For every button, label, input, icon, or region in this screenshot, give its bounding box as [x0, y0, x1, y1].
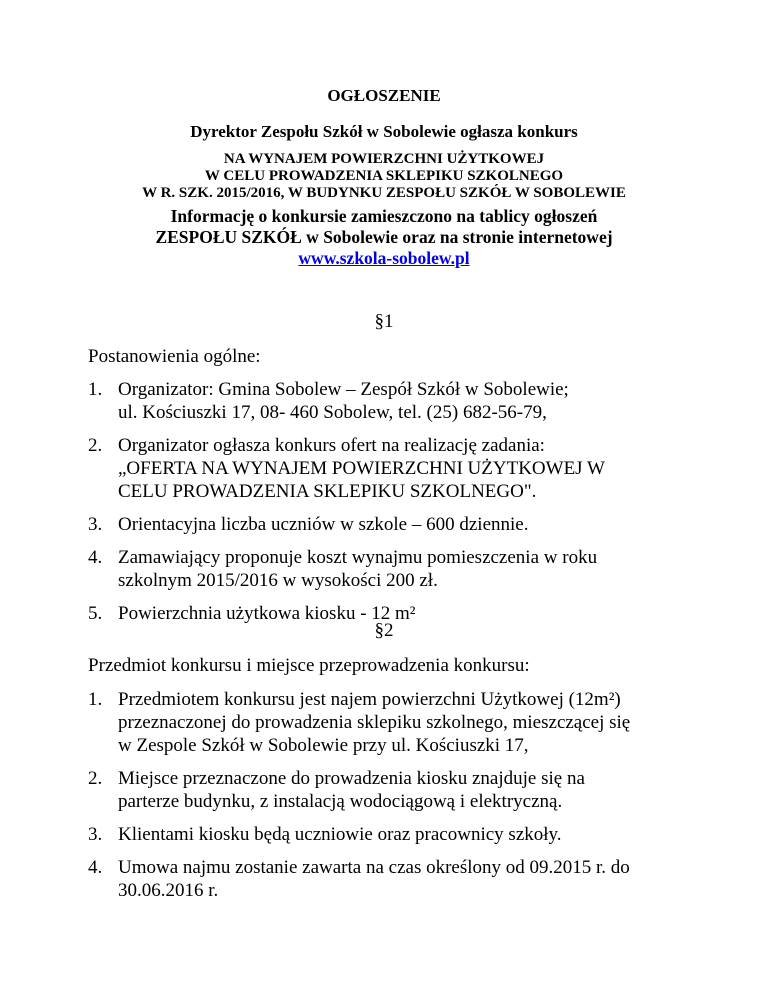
info-line: ZESPOŁU SZKÓŁ w Sobolewie oraz na stronie internetowej	[155, 227, 613, 247]
list-item-text: parterze budynku, z instalacją wodociągową i elektryczną.	[118, 791, 563, 812]
list-item-text: Orientacyjna liczba uczniów w szkole – 600 dziennie.	[118, 514, 529, 535]
announcement-subtitle: Dyrektor Zespołu Szkół w Sobolewie ogłasza konkurs	[190, 122, 578, 141]
list-item-text: Przedmiotem konkursu jest najem powierzchni Użytkowej (12m²)	[118, 689, 621, 710]
topic-line: W CELU PROWADZENIA SKLEPIKU SZKOLNEGO	[204, 168, 564, 184]
list-item-number: 2.	[88, 435, 103, 456]
section-1-mark: §1	[374, 311, 394, 332]
list-item	[88, 546, 688, 592]
contest-topic	[0, 151, 768, 202]
list-item-number: 2.	[88, 768, 103, 789]
list-item-number: 4.	[88, 547, 103, 568]
section-2-mark: §2	[374, 620, 394, 641]
list-item-text: przeznaczonej do prowadzenia sklepiku szkolnego, mieszczącej się	[118, 712, 631, 733]
list-item-number: 1.	[88, 379, 103, 400]
section-1-list	[88, 378, 688, 635]
list-item-text: 30.06.2016 r.	[118, 880, 219, 901]
list-item-text: Organizator ogłasza konkurs ofert na realizację zadania:	[118, 435, 545, 456]
website-link[interactable]: www.szkola-sobolew.pl	[298, 248, 470, 268]
section-2-list	[88, 688, 688, 912]
list-item-text: Umowa najmu zostanie zawarta na czas określony od 09.2015 r. do	[118, 857, 630, 878]
list-item-number: 3.	[88, 514, 103, 535]
info-line: Informację o konkursie zamieszczono na tablicy ogłoszeń	[170, 206, 598, 226]
topic-line: W R. SZK. 2015/2016, W BUDYNKU ZESPOŁU SZKÓŁ W SOBOLEWIE	[142, 185, 626, 201]
list-item-text: CELU PROWADZENIA SKLEPIKU SZKOLNEGO".	[118, 481, 537, 502]
list-item	[88, 767, 688, 813]
list-item-text: Organizator: Gmina Sobolew – Zespół Szkół w Sobolewie;	[118, 379, 569, 400]
list-item-number: 4.	[88, 857, 103, 878]
list-item	[88, 688, 688, 757]
list-item-number: 3.	[88, 824, 103, 845]
list-item-text: Powierzchnia użytkowa kiosku - 12 m²	[118, 603, 416, 624]
list-item-text: w Zespole Szkół w Sobolewie przy ul. Kościuszki 17,	[118, 735, 529, 756]
section-1-heading: Postanowienia ogólne:	[88, 346, 261, 367]
list-item	[88, 856, 688, 902]
list-item-text: szkolnym 2015/2016 w wysokości 200 zł.	[118, 570, 438, 591]
topic-line: NA WYNAJEM POWIERZCHNI UŻYTKOWEJ	[223, 151, 545, 167]
list-item-text: Miejsce przeznaczone do prowadzenia kiosku znajduje się na	[118, 768, 585, 789]
list-item	[88, 378, 688, 424]
list-item	[88, 823, 688, 846]
list-item	[88, 513, 688, 536]
list-item-number: 1.	[88, 689, 103, 710]
page-title: OGŁOSZENIE	[327, 86, 441, 105]
section-2-heading: Przedmiot konkursu i miejsce przeprowadzenia konkursu:	[88, 655, 530, 676]
list-item-text: Zamawiający proponuje koszt wynajmu pomieszczenia w roku	[118, 547, 598, 568]
list-item-text: Klientami kiosku będą uczniowie oraz pracownicy szkoły.	[118, 824, 562, 845]
info-paragraph	[0, 206, 768, 269]
list-item-text: „OFERTA NA WYNAJEM POWIERZCHNI UŻYTKOWEJ W	[118, 458, 605, 479]
list-item-text: ul. Kościuszki 17, 08- 460 Sobolew, tel. (25) 682-56-79,	[118, 402, 547, 423]
list-item	[88, 434, 688, 503]
list-item-number: 5.	[88, 603, 103, 624]
